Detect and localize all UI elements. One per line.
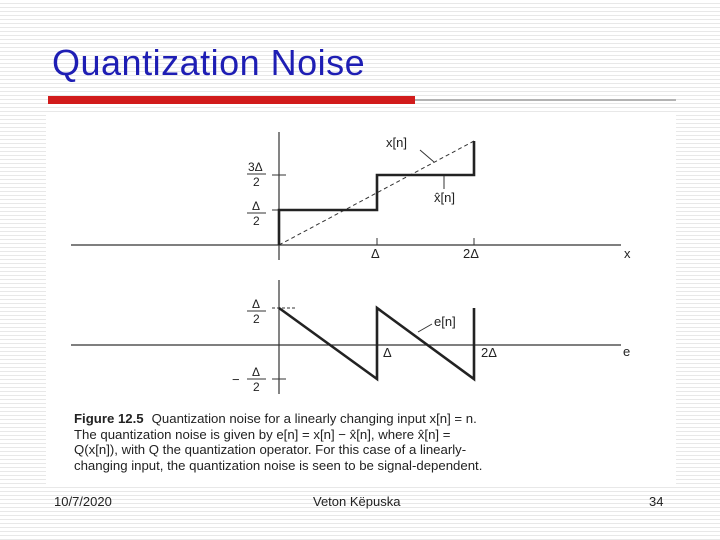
footer-page-number: 34 [649, 494, 664, 509]
title-underline-accent [48, 96, 415, 104]
caption-line-2: The quantization noise is given by e[n] = x[n] − x̂[n], where x̂[n] = [74, 426, 451, 442]
xn-leader [420, 150, 434, 162]
bottom-y-label-neg-sign: − [232, 372, 240, 387]
xhat-label: x̂[n] [434, 190, 455, 205]
footer-date: 10/7/2020 [54, 494, 112, 509]
bottom-y-label-neg-num: Δ [252, 365, 261, 379]
bottom-y-label-half-den: 2 [253, 312, 260, 326]
en-leader [418, 324, 432, 332]
title-underline-rule [415, 99, 676, 101]
footer-author: Veton Këpuska [313, 494, 401, 509]
caption-figure-label: Figure 12.5 [74, 411, 144, 426]
bottom-x-axis-label: e [623, 344, 631, 359]
bottom-x-tick-label-delta: Δ [383, 345, 392, 360]
caption-text-1: Quantization noise for a linearly changing input x[n] = n. [151, 411, 477, 426]
bottom-y-label-neg-den: 2 [253, 380, 260, 394]
en-label: e[n] [434, 314, 456, 329]
slide-title: Quantization Noise [52, 42, 366, 83]
top-x-tick-label-delta: Δ [371, 246, 380, 261]
caption-line-1 [74, 411, 674, 427]
top-y-label-3half-den: 2 [253, 175, 260, 189]
xn-label: x[n] [386, 135, 407, 150]
caption-line-3: Q(x[n]), with Q the quantization operator. For this case of a linearly- [74, 442, 467, 457]
top-y-label-3half-num: 3Δ [248, 160, 263, 174]
top-y-label-half-den: 2 [253, 214, 260, 228]
caption-line-4: changing input, the quantization noise is seen to be signal-dependent. [74, 457, 483, 473]
top-x-tick-label-2delta: 2Δ [463, 246, 479, 261]
figure-panel [46, 112, 676, 484]
top-x-axis-label: x [624, 246, 631, 261]
figure-caption [74, 411, 674, 473]
bottom-y-label-half-num: Δ [252, 297, 261, 311]
bottom-x-tick-label-2delta: 2Δ [481, 345, 497, 360]
top-y-label-half-num: Δ [252, 199, 261, 213]
